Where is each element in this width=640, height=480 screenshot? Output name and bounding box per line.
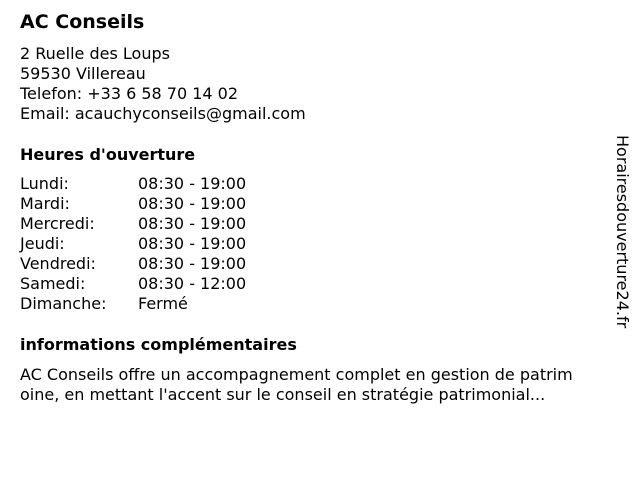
time-value: 08:30 - 19:00 (138, 174, 247, 193)
phone-line: Telefon: +33 6 58 70 14 02 (20, 84, 239, 103)
time-value: 08:30 - 19:00 (138, 234, 247, 253)
hours-row-mardi (20, 194, 246, 214)
description-line: AC Conseils offre un accompagnement complet en gestion de patrim (20, 365, 573, 384)
address-block (20, 44, 306, 124)
email-line: Email: acauchyconseils@gmail.com (20, 104, 306, 123)
time-value: 08:30 - 19:00 (138, 214, 247, 233)
hours-row-dimanche (20, 294, 246, 314)
business-name: AC Conseils (20, 11, 145, 33)
site-watermark: Horairesdouverture24.fr (613, 135, 632, 329)
day-label: Mercredi: (20, 214, 95, 233)
day-label: Jeudi: (20, 234, 65, 253)
hours-row-lundi (20, 174, 246, 194)
day-label: Mardi: (20, 194, 70, 213)
time-value: 08:30 - 12:00 (138, 274, 247, 293)
day-label: Samedi: (20, 274, 86, 293)
hours-row-samedi (20, 274, 246, 294)
street-address: 2 Ruelle des Loups (20, 44, 170, 63)
day-label: Dimanche: (20, 294, 107, 313)
hours-row-vendredi (20, 254, 246, 274)
hours-list (20, 174, 246, 314)
day-label: Vendredi: (20, 254, 96, 273)
info-heading: informations complémentaires (20, 335, 297, 354)
description (20, 365, 600, 405)
time-value: Fermé (138, 294, 188, 313)
day-label: Lundi: (20, 174, 69, 193)
hours-heading: Heures d'ouverture (20, 145, 196, 164)
postal-city: 59530 Villereau (20, 64, 146, 83)
hours-row-jeudi (20, 234, 246, 254)
time-value: 08:30 - 19:00 (138, 254, 247, 273)
time-value: 08:30 - 19:00 (138, 194, 247, 213)
hours-row-mercredi (20, 214, 246, 234)
description-line: oine, en mettant l'accent sur le conseil en stratégie patrimonial... (20, 385, 546, 404)
